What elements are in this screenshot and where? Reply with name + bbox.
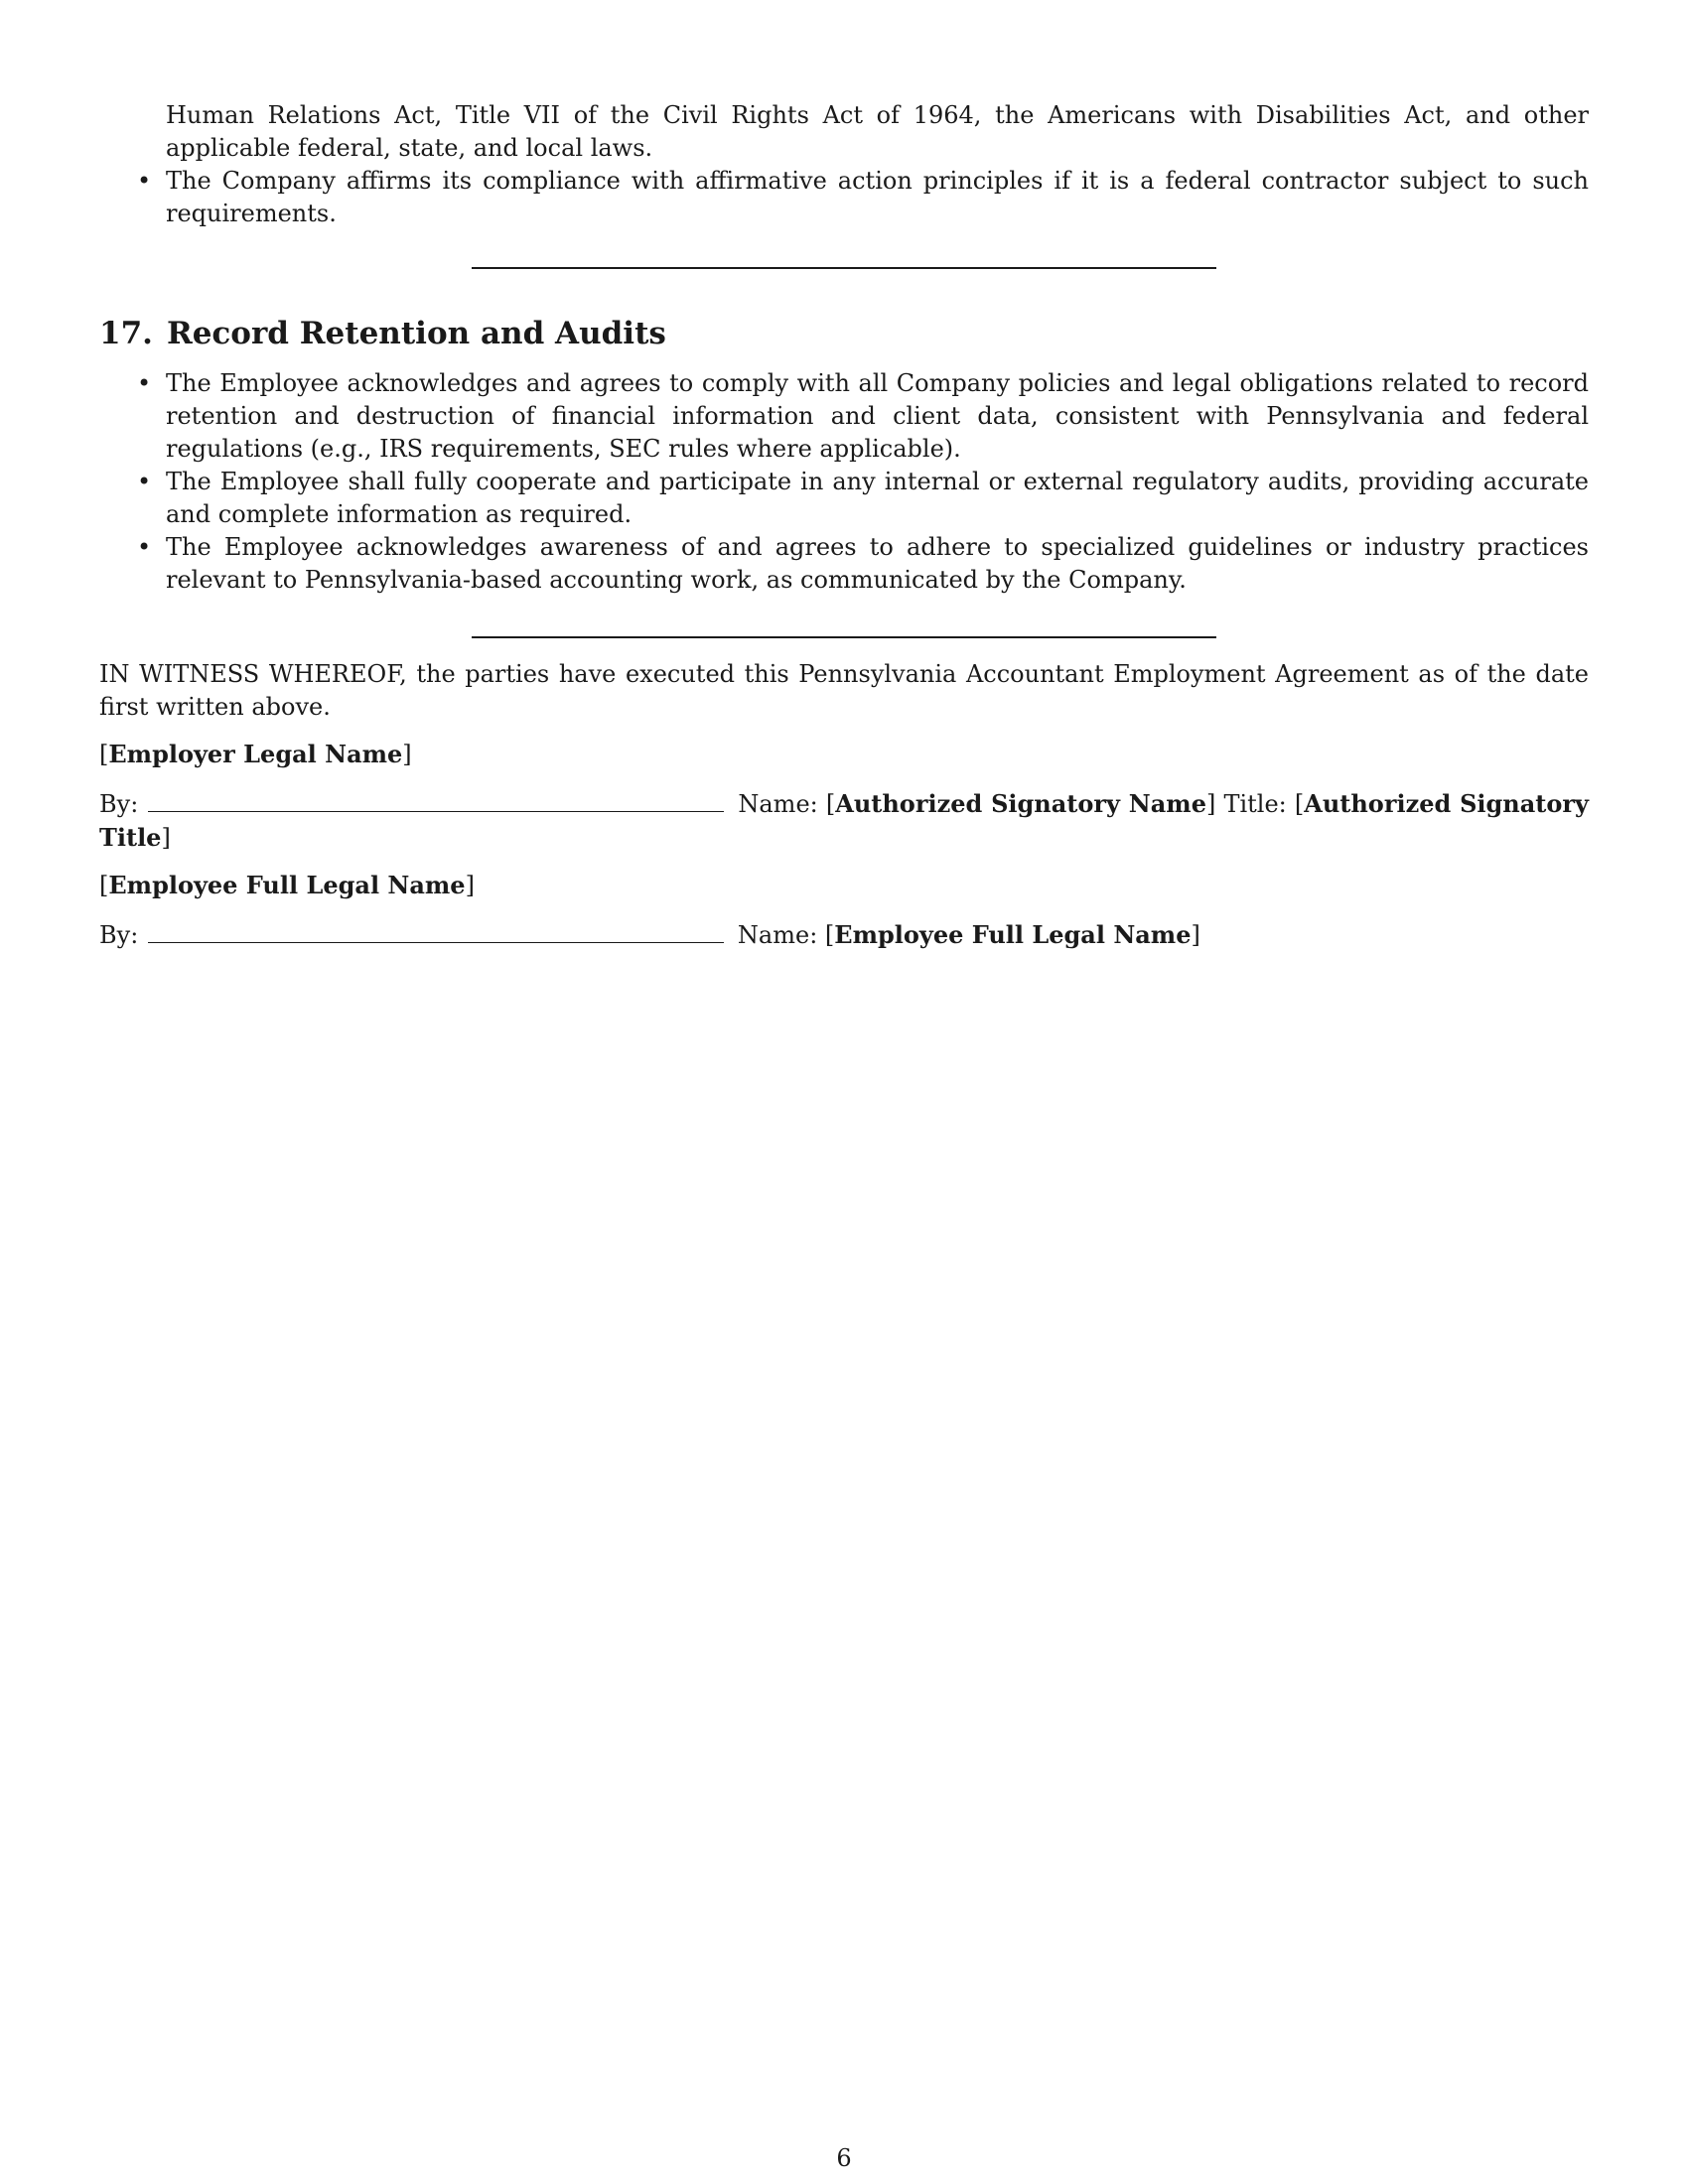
- list-item-text: The Employee shall fully cooperate and participate in any internal or external regulatory audits, providing accurate and complete information as required.: [166, 468, 1589, 528]
- bullet-icon: •: [137, 533, 152, 561]
- bullet-icon: •: [137, 369, 152, 397]
- signatory-name: Authorized Signatory Name: [835, 789, 1206, 818]
- name-label: Name:: [738, 790, 818, 818]
- witness-clause: IN WITNESS WHEREOF, the parties have executed this Pennsylvania Accountant Employment Agreement as of the date first written above.: [99, 660, 1589, 721]
- employer-party-label: [Employer Legal Name]: [99, 740, 412, 768]
- continuation-paragraph: Human Relations Act, Title VII of the Civil Rights Act of 1964, the Americans with Disabilities Act, and other applicable federal, state, and local laws.: [166, 101, 1589, 162]
- list-item: [99, 165, 1589, 230]
- employer-signature-line: By: Name: [Authorized Signatory Name] Title: [Authorized Signatory Title]: [99, 789, 1589, 852]
- list-item-text: The Employee acknowledges awareness of and agrees to adhere to specialized guidelines or industry practices relevant to Pennsylvania-based accounting work, as communicated by the Company.: [166, 533, 1589, 594]
- signature-field[interactable]: [148, 791, 724, 812]
- section-17-bullet-list: [99, 367, 1589, 597]
- employee-party-label: [Employee Full Legal Name]: [99, 871, 475, 899]
- page-number: 6: [836, 2144, 852, 2172]
- employee-party-name: Employee Full Legal Name: [108, 871, 466, 899]
- bullet-icon: •: [137, 167, 152, 195]
- section-divider: [472, 636, 1216, 638]
- section-number: 17.: [99, 316, 153, 351]
- employee-signature-line: By: Name: [Employee Full Legal Name]: [99, 920, 1200, 949]
- list-item: [99, 531, 1589, 597]
- name-label: Name:: [737, 921, 818, 949]
- signatory-title: Authorized Signatory Title: [99, 789, 1589, 852]
- signature-field[interactable]: [148, 922, 724, 943]
- list-item-text: The Employee acknowledges and agrees to comply with all Company policies and legal obligations related to record retention and destruction of financial information and client data, consistent with Pennsylvania and federal regulations (e.g., IRS requirements, SEC rules where applicable).: [166, 369, 1589, 463]
- continuation-bullet-list: [99, 165, 1589, 230]
- section-heading: [99, 314, 1589, 353]
- section-divider: [472, 267, 1216, 269]
- list-item: [99, 367, 1589, 466]
- list-item-text: The Company affirms its compliance with affirmative action principles if it is a federal contractor subject to such requirements.: [166, 167, 1589, 227]
- section-title: Record Retention and Audits: [166, 316, 666, 351]
- bullet-icon: •: [137, 468, 152, 495]
- title-label: Title:: [1223, 790, 1287, 818]
- by-label: By:: [99, 921, 139, 949]
- list-item: [99, 466, 1589, 531]
- employer-party-name: Employer Legal Name: [108, 740, 403, 768]
- document-page: [99, 0, 1589, 2184]
- by-label: By:: [99, 790, 139, 818]
- employee-name: Employee Full Legal Name: [834, 920, 1192, 949]
